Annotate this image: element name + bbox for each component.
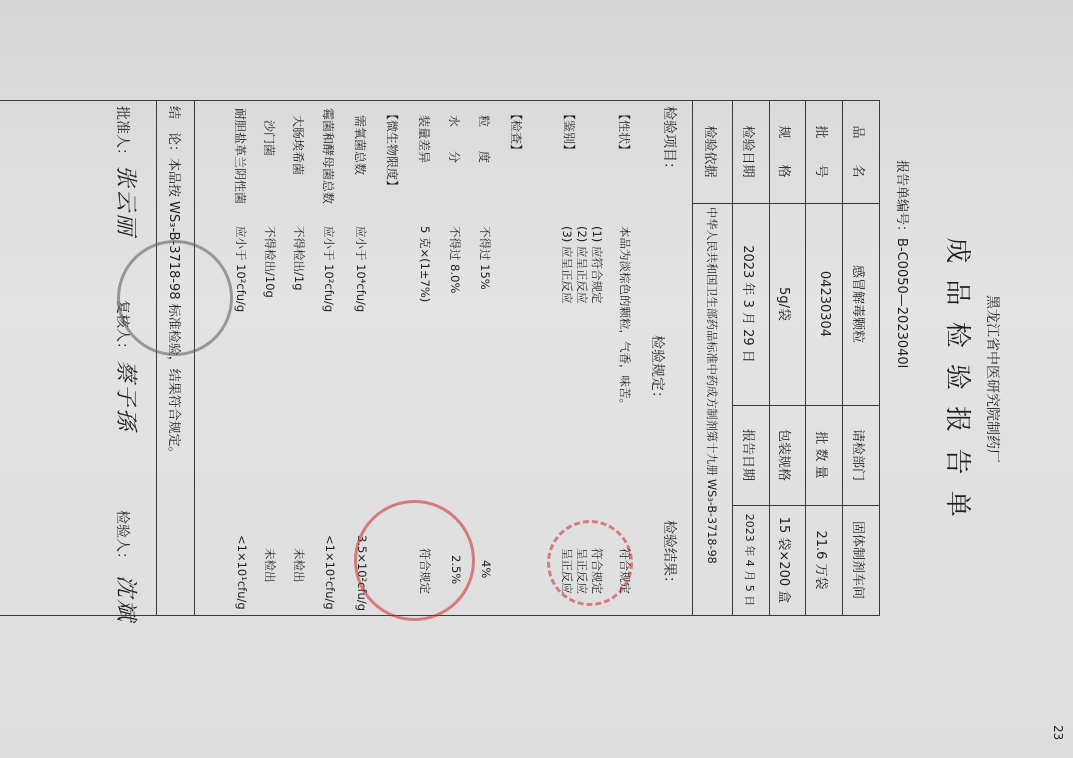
row-item: 【性状】: [617, 108, 631, 157]
gray-seal-stamp: [117, 240, 233, 356]
items-header: 检验项目：: [661, 106, 677, 176]
row-spec: (1) 应符合规定: [590, 226, 604, 304]
red-seal-stamp: [547, 520, 633, 606]
row-result: <1×10¹cfu/g: [323, 535, 337, 610]
row-item: 霉菌和酵母菌总数: [321, 108, 335, 205]
inspector-label: 检验人：: [114, 510, 130, 566]
row-spec: 不得检出/10g: [263, 226, 277, 298]
label-test-date: 检验日期: [740, 125, 755, 178]
label-report-date: 报告日期: [740, 428, 755, 481]
row-spec: 应小于 10²cfu/g: [234, 226, 248, 313]
inspector-signature: 沈斌: [113, 575, 138, 624]
row-item: 【检查】: [509, 108, 523, 157]
label-batch-no: 批 号: [813, 125, 828, 178]
row-item: 【鉴别】: [562, 108, 576, 157]
value-batch-qty: 21.6 万袋: [813, 530, 828, 590]
value-test-date: 2023 年 3 月 29 日: [740, 245, 755, 363]
row-result: 符合规定: [618, 548, 632, 594]
row-spec: 不得过 15%: [478, 226, 492, 290]
row-result: 3.5×10²cfu/g: [355, 535, 369, 612]
value-batch-no: 04230304: [817, 270, 832, 338]
row-spec: (2) 应呈正反应: [575, 226, 589, 304]
report-number: 报告单编号：B-C0050—2023040l: [894, 160, 909, 369]
red-official-stamp: [354, 500, 475, 621]
row-result: 未检出: [292, 548, 306, 583]
result-header: 检验结果：: [661, 520, 677, 590]
label-test-basis: 检验依据: [702, 125, 717, 178]
row-result: 未检出: [263, 548, 277, 583]
value-report-date: 2023 年 4 月 5 日: [743, 513, 756, 607]
spec-header: 检验规定：: [649, 335, 665, 405]
value-pack-spec: 15 袋×200 盒: [776, 516, 791, 604]
row-result: 符合规定: [590, 548, 604, 594]
page-title: 成 品 检 验 报 告 单: [942, 237, 972, 521]
row-result: <1×10¹cfu/g: [235, 535, 249, 610]
row-spec: 应小于 10⁴cfu/g: [354, 226, 368, 313]
label-spec: 规 格: [776, 125, 791, 178]
row-spec: 不得检出/1g: [292, 226, 306, 291]
value-product-name: 感冒解毒颗粒: [850, 264, 865, 343]
reviewer-label: 复核人：: [114, 300, 130, 356]
approver-signature: 张云丽: [113, 165, 138, 238]
row-item: 粒 度: [477, 115, 491, 164]
row-spec: (3) 应呈正反应: [560, 226, 574, 304]
row-spec: 5 克×(1±7%): [418, 226, 432, 303]
row-result: 4%: [479, 560, 493, 579]
row-item: 大肠埃希菌: [291, 115, 305, 176]
row-item: 水 分: [447, 115, 461, 164]
row-spec: 不得过 8.0%: [448, 226, 462, 294]
value-spec: 5g/袋: [776, 287, 791, 321]
row-result: 符合规定: [418, 548, 432, 594]
label-product-name: 品 名: [850, 125, 865, 178]
row-result: 呈正反应: [560, 548, 574, 594]
row-spec: 本品为淡棕色的颗粒，气香，味苦。: [618, 226, 632, 410]
label-batch-qty: 批 数 量: [813, 431, 828, 479]
row-item: 需氧菌总数: [353, 115, 367, 176]
value-test-basis: 中华人民共和国卫生部药品标准中药成方制剂第十九册 WS₃-B-3718-98: [705, 207, 718, 564]
row-result: 呈正反应: [575, 548, 589, 594]
label-pack-spec: 包装规格: [776, 428, 791, 481]
page-number: 23: [1051, 725, 1065, 741]
row-item: 耐胆盐革兰阴性菌: [233, 108, 247, 205]
row-item: 沙门菌: [262, 120, 276, 157]
row-result: 2.5%: [449, 555, 463, 585]
row-spec: 应小于 10²cfu/g: [322, 226, 336, 313]
conclusion: 结 论：本品按 WS₃-B-3718-98 标准检验，结果符合规定。: [166, 106, 181, 460]
row-item: 装量差异: [417, 115, 431, 164]
row-item: 【微生物限度】: [385, 108, 399, 193]
approver-label: 批准人：: [114, 106, 130, 162]
org-name: 黑龙江省中医研究院制药厂: [984, 295, 1000, 463]
reviewer-signature: 蔡子孫: [113, 360, 138, 433]
value-requesting-dept: 固体制剂车间: [850, 520, 865, 599]
label-requesting-dept: 请检部门: [850, 428, 865, 481]
